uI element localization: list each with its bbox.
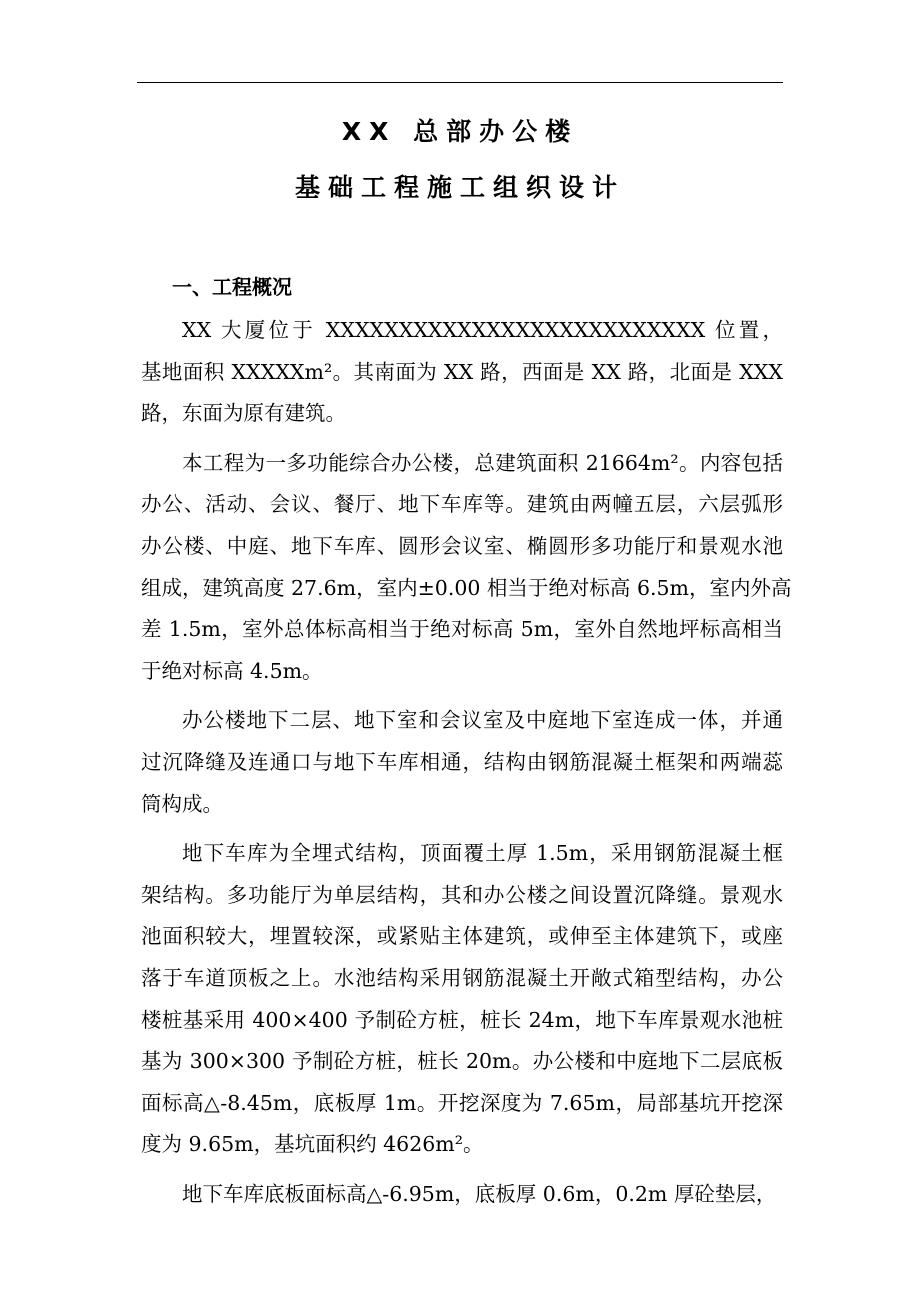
paragraph-line: 路，东面为原有建筑。 [141, 401, 346, 426]
paragraph-line: 过沉降缝及连通口与地下车库相通，结构由钢筋混凝土框架和两端蕊 [141, 749, 783, 774]
header-rule [137, 82, 783, 83]
paragraph-line: 池面积较大，埋置较深，或紧贴主体建筑，或伸至主体建筑下，或座 [141, 924, 783, 949]
paragraph-line: 地下车库为全埋式结构，顶面覆土厚 1.5m，采用钢筋混凝土框 [182, 841, 783, 866]
paragraph-line: 度为 9.65m，基坑面积约 4626m²。 [141, 1132, 484, 1157]
paragraph-line: 面标高△-8.45m，底板厚 1m。开挖深度为 7.65m，局部基坑开挖深 [141, 1090, 783, 1115]
document-title-subject: 基础工程施工组织设计 [294, 173, 625, 202]
paragraph-line: 差 1.5m，室外总体标高相当于绝对标高 5m，室外自然地坪标高相当 [141, 617, 783, 642]
paragraph-line: 办公楼、中庭、地下车库、圆形会议室、椭圆形多功能厅和景观水池 [141, 533, 783, 558]
document-title-project: XX 总部办公楼 [341, 117, 579, 146]
paragraph-line: 基地面积 XXXXXm²。其南面为 XX 路，西面是 XX 路，北面是 XXX [141, 359, 783, 384]
paragraph-line: 架结构。多功能厅为单层结构，其和办公楼之间设置沉降缝。景观水 [141, 882, 783, 907]
paragraph-building-overview [141, 443, 792, 693]
section-heading-overview: 一、工程概况 [172, 275, 292, 299]
paragraph-line: 楼桩基采用 400×400 予制砼方桩，桩长 24m，地下车库景观水池桩 [141, 1007, 783, 1032]
paragraph-garage-floor [141, 1174, 783, 1216]
paragraph-line: 基为 300×300 予制砼方桩，桩长 20m。办公楼和中庭地下二层底板 [141, 1049, 783, 1074]
body-text [141, 310, 792, 1223]
paragraph-garage-structure [141, 833, 783, 1166]
paragraph-line: 办公、活动、会议、餐厅、地下车库等。建筑由两幢五层，六层弧形 [141, 492, 783, 517]
paragraph-line: 办公楼地下二层、地下室和会议室及中庭地下室连成一体，并通 [182, 708, 783, 733]
paragraph-basement-structure [141, 700, 783, 825]
paragraph-line: 落于车道顶板之上。水池结构采用钢筋混凝土开敞式箱型结构，办公 [141, 965, 783, 990]
paragraph-line: 筒构成。 [141, 791, 223, 816]
paragraph-line: 于绝对标高 4.5m。 [141, 658, 323, 683]
paragraph-line: 本工程为一多功能综合办公楼，总建筑面积 21664m²。内容包括 [182, 450, 783, 475]
paragraph-line: 地下车库底板面标高△-6.95m，底板厚 0.6m，0.2m 厚砼垫层， [182, 1181, 777, 1206]
paragraph-line: 组成，建筑高度 27.6m，室内±0.00 相当于绝对标高 6.5m，室内外高 [141, 575, 792, 600]
paragraph-line: XX 大厦位于 XXXXXXXXXXXXXXXXXXXXXXXXXX 位置， [182, 318, 783, 342]
paragraph-site-location [141, 310, 783, 435]
